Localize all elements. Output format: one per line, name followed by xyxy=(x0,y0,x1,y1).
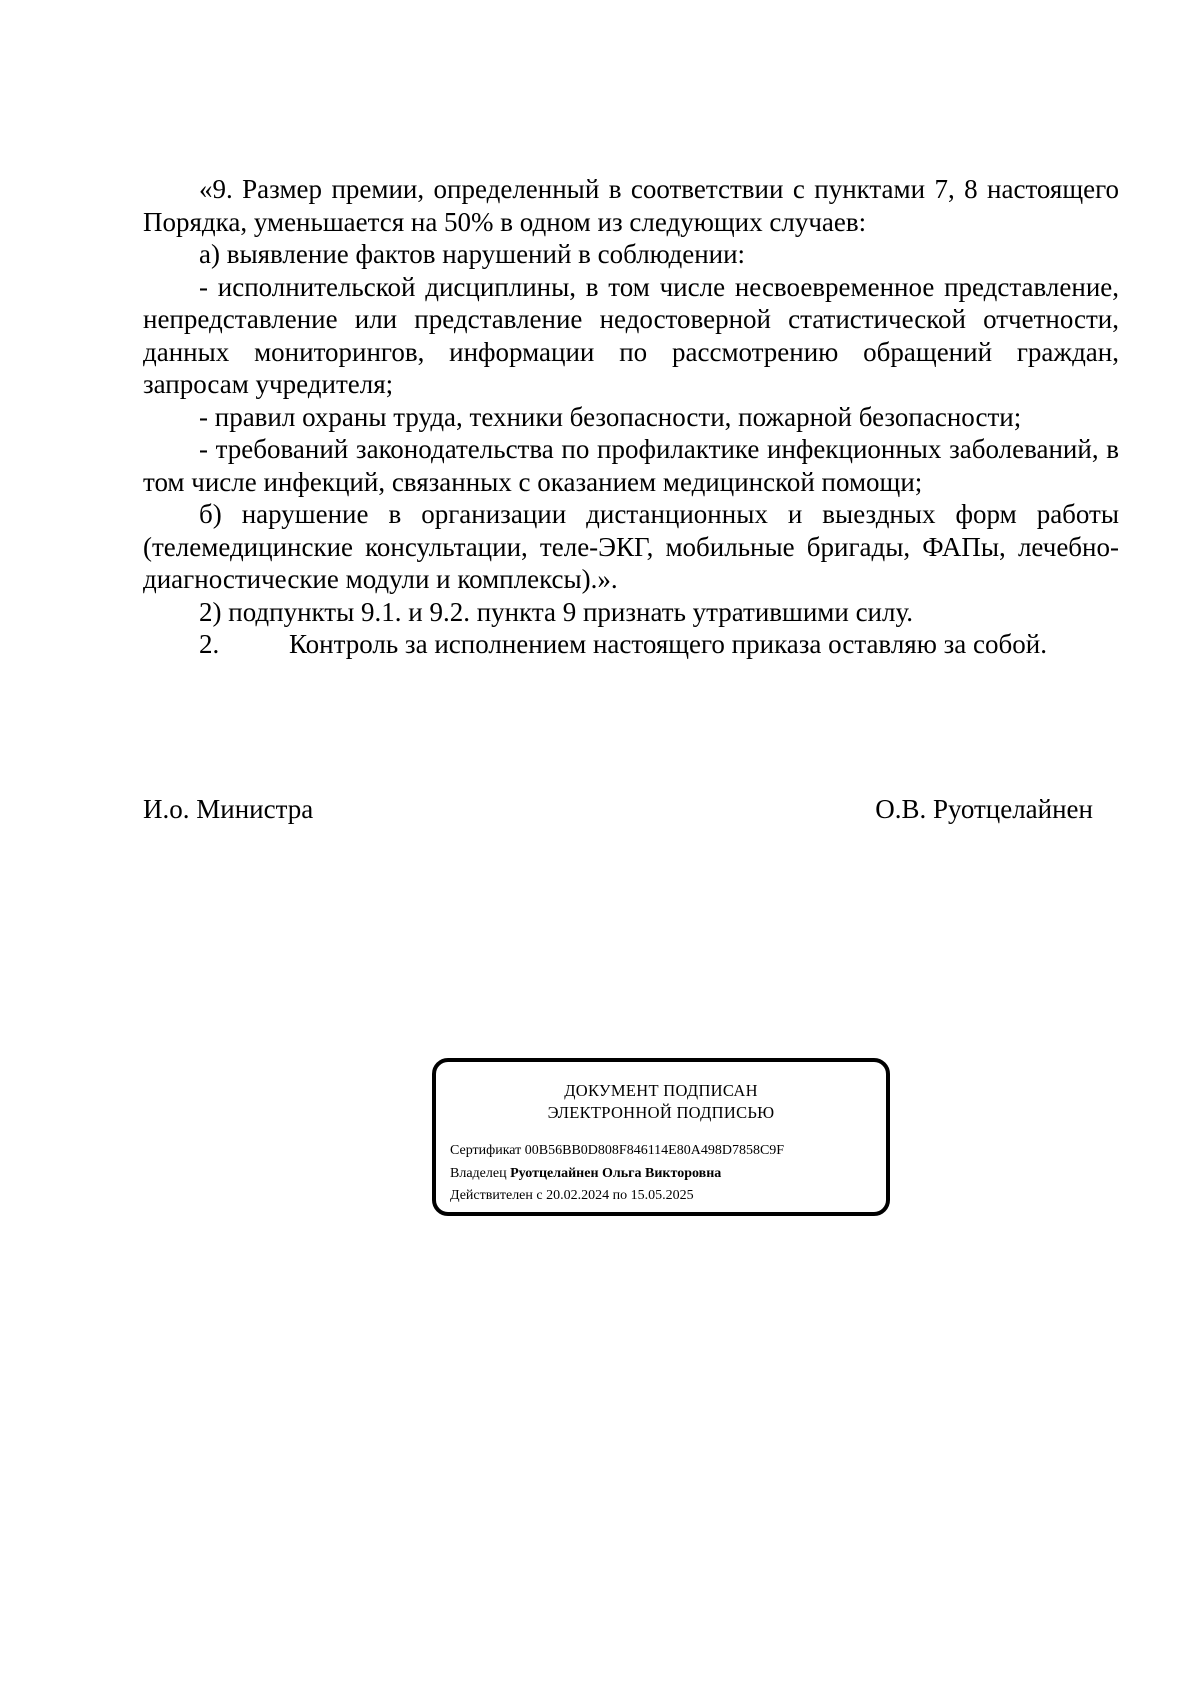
signature-line xyxy=(143,793,1093,825)
signatory-position: И.о. Министра xyxy=(143,794,314,824)
stamp-owner xyxy=(450,1164,721,1184)
electronic-signature-stamp xyxy=(432,1058,890,1216)
paragraph-subitem-2: 2) подпункты 9.1. и 9.2. пункта 9 признать утратившими силу. xyxy=(199,596,914,627)
stamp-certificate-value: 00B56BB0D808F846114E80A498D7858C9F xyxy=(524,1143,785,1158)
document-body xyxy=(143,173,1119,661)
stamp-valid-from-label: с xyxy=(536,1188,543,1203)
numbered-item-text: Контроль за исполнением настоящего приказа оставляю за собой. xyxy=(289,629,1047,659)
paragraph-infection-law: - требований законодательства по профилактике инфекционных заболеваний, в том числе инфекций, связанных с оказанием медицинской помощи; xyxy=(143,434,1119,497)
stamp-title-line2: ЭЛЕКТРОННОЙ ПОДПИСЬЮ xyxy=(547,1103,775,1122)
stamp-valid-to-label: по xyxy=(612,1188,628,1203)
stamp-owner-value: Руотцелайнен Ольга Викторовна xyxy=(510,1166,722,1181)
paragraph-subitem-b: б) нарушение в организации дистанционных и выездных форм работы (телемедицинские консультации, теле-ЭКГ, мобильные бригады, ФАПы, лечебно-диагностические модули и комплексы).». xyxy=(143,499,1119,594)
paragraph-discipline: - исполнительской дисциплины, в том числе несвоевременное представление, непредставление или представление недостоверной статистической отчетности, данных мониторингов, информации по рассмотрению обращений граждан, запросам учредителя; xyxy=(143,271,1119,399)
stamp-certificate xyxy=(450,1141,784,1161)
stamp-valid-to: 15.05.2025 xyxy=(630,1188,694,1203)
stamp-title-line1: ДОКУМЕНТ ПОДПИСАН xyxy=(564,1081,758,1100)
paragraph-item-9: «9. Размер премии, определенный в соответствии с пунктами 7, 8 настоящего Порядка, уменьшается на 50% в одном из следующих случаев: xyxy=(143,174,1119,237)
stamp-certificate-label: Сертификат xyxy=(450,1143,522,1158)
paragraph-subitem-a: а) выявление фактов нарушений в соблюдении: xyxy=(199,239,746,269)
numbered-item-number: 2. xyxy=(199,629,220,659)
signatory-name: О.В. Руотцелайнен xyxy=(875,794,1093,824)
paragraph-safety-rules: - правил охраны труда, техники безопасности, пожарной безопасности; xyxy=(199,401,1022,432)
stamp-owner-label: Владелец xyxy=(450,1166,507,1181)
stamp-validity xyxy=(450,1186,694,1206)
numbered-item-2 xyxy=(143,628,1119,661)
stamp-valid-from: 20.02.2024 xyxy=(546,1188,610,1203)
stamp-valid-label: Действителен xyxy=(450,1188,533,1203)
